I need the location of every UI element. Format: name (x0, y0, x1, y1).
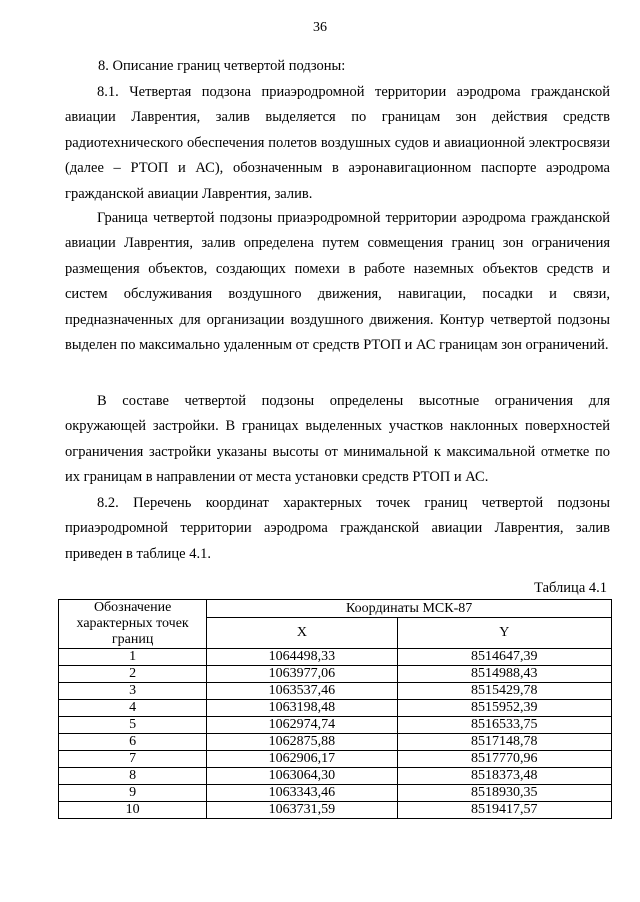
table-row (59, 751, 612, 768)
table-row (59, 717, 612, 734)
paragraph-8-1: 8.1. Четвертая подзона приаэродромной территории аэродрома гражданской авиации Лаврентия, залив выделяется по границам зон действия средств радиотехнического обеспечения полетов воздушных судов и авиационной электросвязи (далее – РТОП и АС), обозначенным в аэронавигационном паспорте аэродрома гражданской авиации Лаврентия, залив. (65, 84, 610, 202)
table-row (59, 666, 612, 683)
y-coordinate: 8517770,96 (397, 751, 611, 768)
y-column-header: Y (397, 618, 611, 649)
y-coordinate: 8516533,75 (397, 717, 611, 734)
y-coordinate: 8514647,39 (397, 649, 611, 666)
x-coordinate: 1063731,59 (207, 802, 397, 819)
y-coordinate: 8519417,57 (397, 802, 611, 819)
paragraph-boundary-definition: Граница четвертой подзоны приаэродромной территории аэродрома гражданской авиации Лаврентия, залив определена путем совмещения границ зон ограничения размещения объектов, создающих помехи в работе наземных объектов средств и систем обслуживания воздушного движения, навигации, посадки и связи, предназначенных для организации воздушного движения. Контур четвертой подзоны выделен по максимально удаленным от средств РТОП и АС границам зон ограничений. (65, 210, 610, 354)
paragraph-8-2: 8.2. Перечень координат характерных точек границ четвертой подзоны приаэродромной территории аэродрома гражданской авиации Лаврентия, залив приведен в таблице 4.1. (65, 495, 610, 562)
point-number: 7 (59, 751, 207, 768)
x-coordinate: 1063343,46 (207, 785, 397, 802)
table-caption: Таблица 4.1 (534, 580, 607, 596)
x-coordinate: 1063064,30 (207, 768, 397, 785)
table-row (59, 768, 612, 785)
x-coordinate: 1063198,48 (207, 700, 397, 717)
point-number: 4 (59, 700, 207, 717)
point-number: 10 (59, 802, 207, 819)
point-number: 6 (59, 734, 207, 751)
table-row (59, 649, 612, 666)
x-coordinate: 1062906,17 (207, 751, 397, 768)
x-coordinate: 1063977,06 (207, 666, 397, 683)
point-column-header: Обозначение характерных точек границ (59, 600, 207, 649)
y-coordinate: 8515429,78 (397, 683, 611, 700)
table-row (59, 700, 612, 717)
y-coordinate: 8518373,48 (397, 768, 611, 785)
point-number: 8 (59, 768, 207, 785)
y-coordinate: 8518930,35 (397, 785, 611, 802)
point-number: 3 (59, 683, 207, 700)
point-number: 1 (59, 649, 207, 666)
point-number: 2 (59, 666, 207, 683)
point-number: 9 (59, 785, 207, 802)
x-column-header: X (207, 618, 397, 649)
y-coordinate: 8517148,78 (397, 734, 611, 751)
x-coordinate: 1062974,74 (207, 717, 397, 734)
x-coordinate: 1062875,88 (207, 734, 397, 751)
y-coordinate: 8515952,39 (397, 700, 611, 717)
y-coordinate: 8514988,43 (397, 666, 611, 683)
x-coordinate: 1064498,33 (207, 649, 397, 666)
section-heading: 8. Описание границ четвертой подзоны: (98, 58, 346, 74)
table-row (59, 785, 612, 802)
page-number: 36 (313, 20, 327, 35)
x-coordinate: 1063537,46 (207, 683, 397, 700)
point-number: 5 (59, 717, 207, 734)
coordinates-system-header: Координаты МСК-87 (207, 600, 612, 618)
table-row (59, 683, 612, 700)
table-row (59, 734, 612, 751)
coordinates-table (58, 599, 612, 819)
table-row (59, 802, 612, 819)
paragraph-height-restrictions: В составе четвертой подзоны определены высотные ограничения для окружающей застройки. В границах выделенных участков наклонных поверхностей ограничения застройки указаны высоты от минимальной к максимальной отметке по их границам в направлении от места установки средств РТОП и АС. (65, 393, 610, 486)
